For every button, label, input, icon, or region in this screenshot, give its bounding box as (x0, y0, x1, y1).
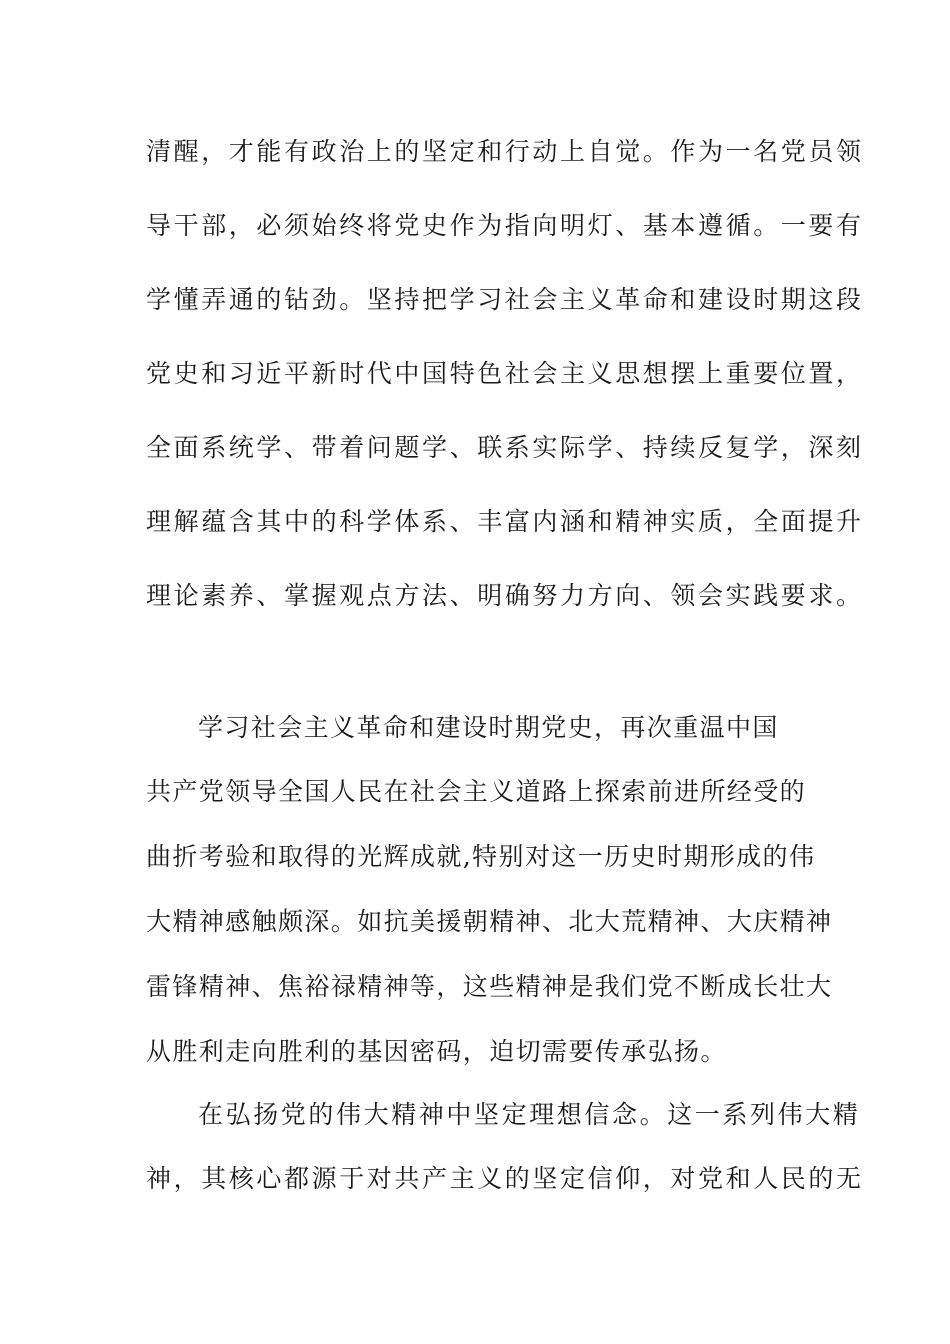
text-line: 从胜利走向胜利的基因密码，迫切需要传承弘扬。 (146, 1037, 727, 1066)
text-line: 在弘扬党的伟大精神中坚定理想信念。这一系列伟大精 (198, 1100, 861, 1129)
text-line: 雷锋精神、焦裕禄精神等，这些精神是我们党不断成长壮大 (146, 972, 833, 1001)
text-line: 党史和习近平新时代中国特色社会主义思想摆上重要位置， (146, 359, 864, 388)
text-line: 曲折考验和取得的光辉成就,特别对这一历史时期形成的伟 (146, 842, 816, 871)
text-line: 学习社会主义革命和建设时期党史，再次重温中国 (198, 713, 779, 742)
text-line: 理论素养、掌握观点方法、明确努力方向、领会实践要求。 (146, 581, 864, 610)
text-line: 大精神感触颇深。如抗美援朝精神、北大荒精神、大庆精神 (146, 907, 833, 936)
text-line: 导干部，必须始终将党史作为指向明灯、基本遵循。一要有 (146, 211, 864, 240)
text-line: 学懂弄通的钻劲。坚持把学习社会主义革命和建设时期这段 (146, 285, 864, 314)
text-line: 理解蕴含其中的科学体系、丰富内涵和精神实质，全面提升 (146, 507, 864, 536)
text-line: 全面系统学、带着问题学、联系实际学、持续反复学，深刻 (146, 433, 864, 462)
text-line: 清醒，才能有政治上的坚定和行动上自觉。作为一名党员领 (146, 137, 864, 166)
text-line: 神，其核心都源于对共产主义的坚定信仰，对党和人民的无 (146, 1164, 864, 1193)
text-line: 共产党领导全国人民在社会主义道路上探索前进所经受的 (146, 777, 807, 806)
